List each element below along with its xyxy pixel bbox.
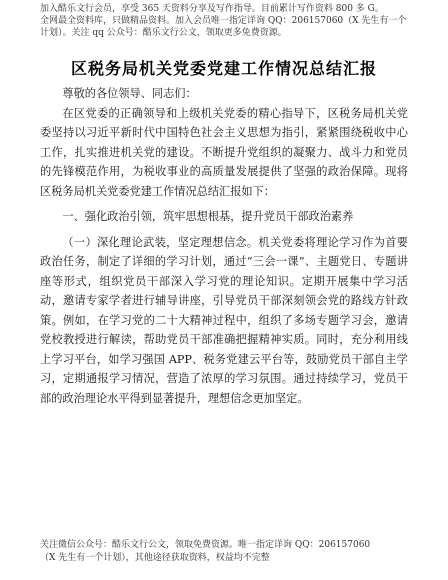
document-title: 区税务局机关党委党建工作情况总结汇报	[70, 59, 377, 78]
footer-line-1: 关注微信公众号：酷乐文行公文，领取免费资源。唯一指定详询 QQ：206157060	[40, 540, 371, 550]
header-line-1: 加入酷乐文行会员，享受 365 天资料分享及写作指导。目前累计写作资料 800 多 G。	[40, 4, 384, 14]
page-footer	[40, 539, 408, 565]
salutation: 尊敬的各位领导、同志们：	[62, 87, 197, 100]
page-header	[40, 3, 408, 39]
footer-line-2: （X 先生有一个计划），其他途径获取资料，权益均不完整	[40, 553, 270, 563]
header-line-2: 全网最全资料库，只做精品资料。加入会员唯一指定详询 QQ：206157060（X 先生有一个计划）。关注 qq 公众号：酷乐文行公文，领取更多免费资源。	[40, 16, 407, 38]
subsection-1-paragraph: （一）深化理论武装，坚定理想信念。机关党委将理论学习作为首要政治任务，制定了详细的学习计划，通过“三会一课”、主题党日、专题讲座等形式，组织党员干部深入学习党的理论知识。定期开展集中学习活动，邀请专家学者进行辅导讲座，引导党员干部深刻领会党的路线方针政策。例如，在学习党的二十大精神过程中，组织了多场专题学习会，邀请党校教授进行解读，帮助党员干部准确把握精神实质。同时，充分利用线上学习平台，如学习强国 APP、税务党建云平台等，鼓励党员干部自主学习，定期通报学习情况，营造了浓厚的学习氛围。通过持续学习，党员干部的政治理论水平得到显著提升，理想信念更加坚定。	[40, 235, 408, 405]
document-body	[40, 84, 408, 408]
section-1-heading: 一、强化政治引领，筑牢思想根基，提升党员干部政治素养	[62, 210, 354, 223]
intro-paragraph: 在区党委的正确领导和上级机关党委的精心指导下，区税务局机关党委坚持以习近平新时代中国特色社会主义思想为指引，紧紧围绕税收中心工作，扎实推进机关党的建设。不断提升党组织的凝聚力、战斗力和党员的先锋模范作用，为税收事业的高质量发展提供了坚强的政治保障。现将区税务局机关党委党建工作情况总结汇报如下：	[40, 106, 408, 198]
